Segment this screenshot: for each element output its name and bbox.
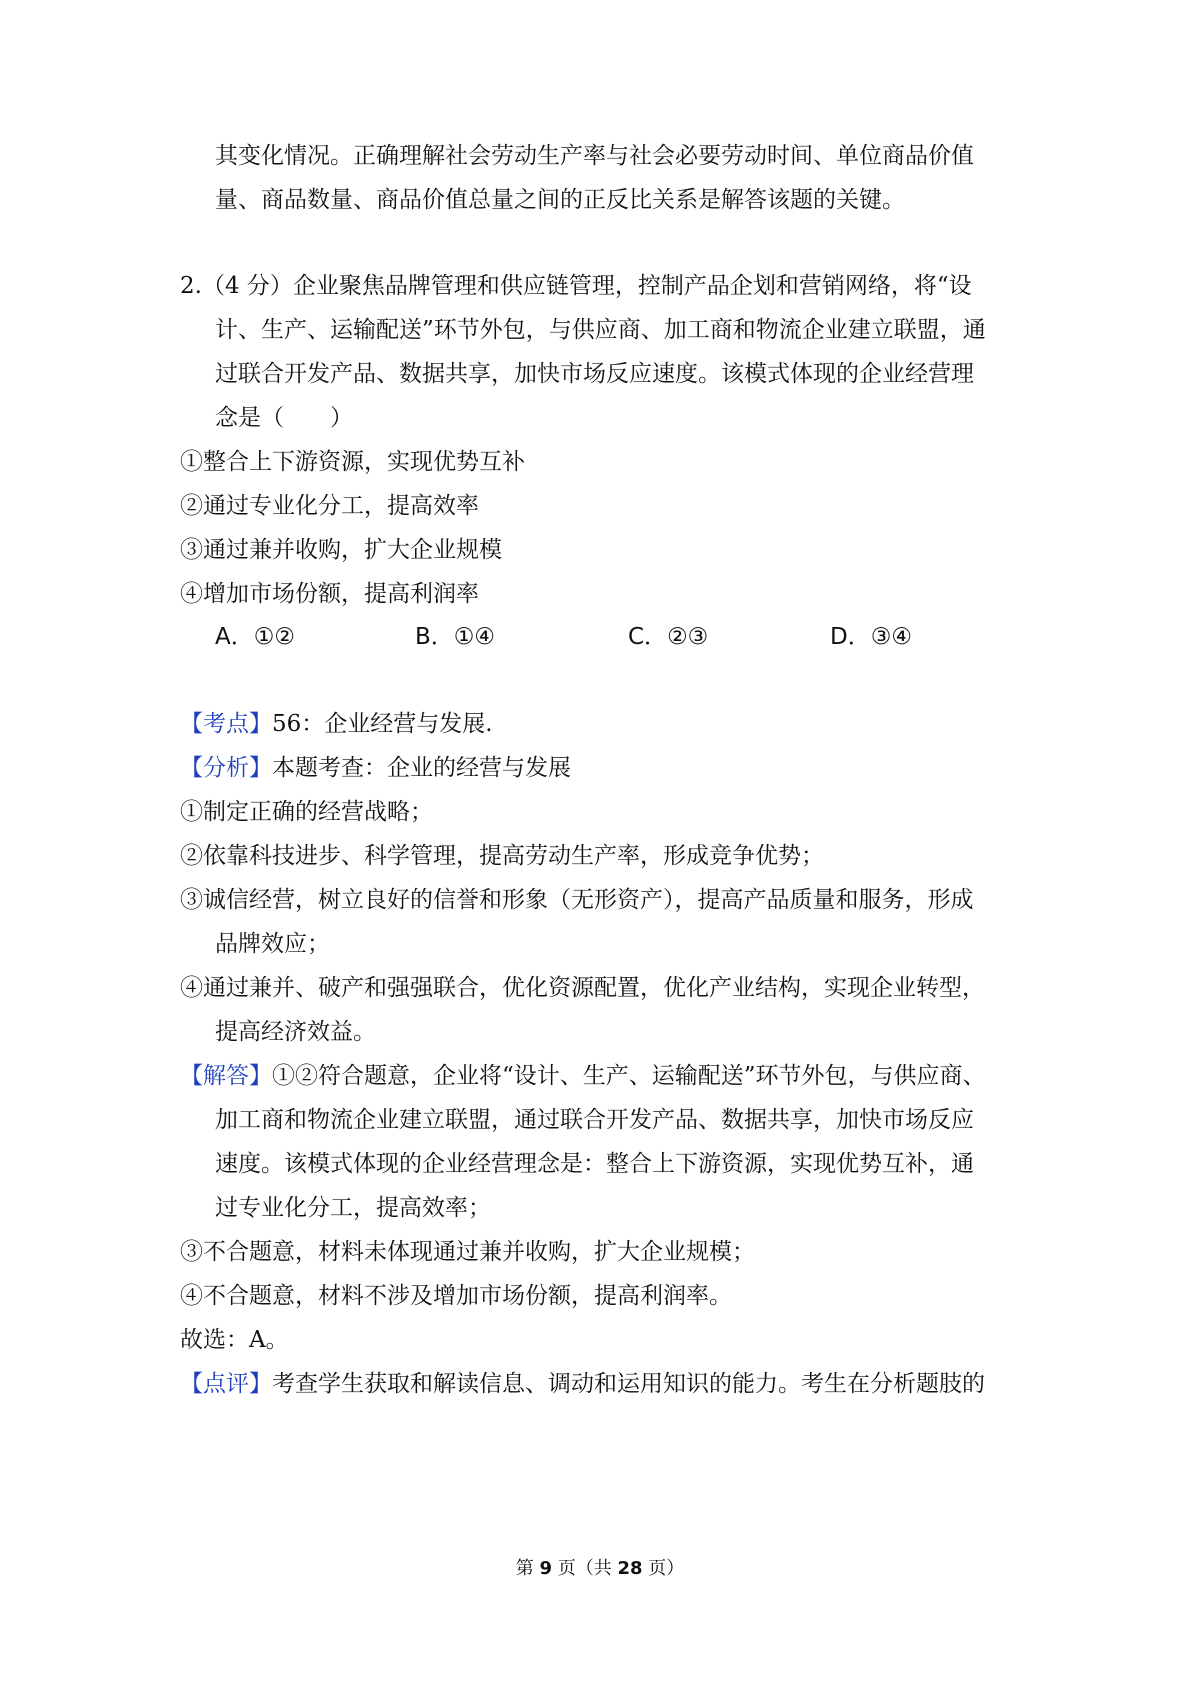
option-value: ①④ bbox=[453, 624, 496, 650]
fenxi-point: ②依靠科技进步、科学管理，提高劳动生产率，形成竞争优势； bbox=[180, 843, 824, 869]
intro-line: 量、商品数量、商品价值总量之间的正反比关系是解答该题的关键。 bbox=[215, 187, 905, 213]
question-item: ①整合上下游资源，实现优势互补 bbox=[180, 449, 525, 475]
dianping-line bbox=[180, 1369, 985, 1399]
footer-suffix: 页） bbox=[648, 1558, 685, 1579]
option-d bbox=[830, 622, 912, 652]
answer-line: 故选：A。 bbox=[180, 1327, 289, 1353]
fenxi-point: ④通过兼并、破产和强强联合，优化资源配置，优化产业结构，实现企业转型， bbox=[180, 975, 985, 1001]
option-letter: B． bbox=[415, 624, 454, 650]
option-letter: C． bbox=[628, 624, 668, 650]
kaodian-line bbox=[180, 709, 493, 739]
kaodian-text: 56：企业经营与发展. bbox=[272, 711, 493, 737]
dianping-tag: 【点评】 bbox=[180, 1371, 272, 1397]
fenxi-tag: 【分析】 bbox=[180, 755, 272, 781]
question-item: ④增加市场份额，提高利润率 bbox=[180, 581, 479, 607]
jieda-line-cont: 加工商和物流企业建立联盟，通过联合开发产品、数据共享，加快市场反应 bbox=[215, 1107, 974, 1133]
question-stem-line: 过联合开发产品、数据共享，加快市场反应速度。该模式体现的企业经营理 bbox=[215, 361, 974, 387]
jieda-line-cont: 过专业化分工，提高效率； bbox=[215, 1195, 491, 1221]
question-stem-line: 计、生产、运输配送”环节外包，与供应商、加工商和物流企业建立联盟，通 bbox=[215, 317, 986, 343]
option-value: ①② bbox=[253, 624, 295, 650]
jieda-line-cont: 速度。该模式体现的企业经营理念是：整合上下游资源，实现优势互补，通 bbox=[215, 1151, 974, 1177]
question-item: ③通过兼并收购，扩大企业规模 bbox=[180, 537, 502, 563]
footer-page-number: 9 bbox=[539, 1558, 552, 1579]
question-stem-line: 2.（4 分）企业聚焦品牌管理和供应链管理，控制产品企划和营销网络，将“设 bbox=[180, 273, 972, 299]
kaodian-tag: 【考点】 bbox=[180, 711, 272, 737]
fenxi-point-cont: 品牌效应； bbox=[215, 931, 330, 957]
option-c bbox=[628, 622, 708, 652]
fenxi-point-cont: 提高经济效益。 bbox=[215, 1019, 376, 1045]
question-stem-line: 念是（ ） bbox=[215, 405, 353, 431]
fenxi-line bbox=[180, 753, 571, 783]
dianping-text: 考查学生获取和解读信息、调动和运用知识的能力。考生在分析题肢的 bbox=[272, 1371, 985, 1397]
fenxi-point: ①制定正确的经营战略； bbox=[180, 799, 433, 825]
intro-line: 其变化情况。正确理解社会劳动生产率与社会必要劳动时间、单位商品价值 bbox=[215, 143, 974, 169]
page-footer bbox=[0, 1557, 1200, 1581]
jieda-text: ①②符合题意，企业将“设计、生产、运输配送”环节外包，与供应商、 bbox=[272, 1063, 986, 1089]
jieda-point: ③不合题意，材料未体现通过兼并收购，扩大企业规模； bbox=[180, 1239, 755, 1265]
jieda-line bbox=[180, 1061, 986, 1091]
option-letter: A． bbox=[215, 624, 254, 650]
footer-prefix: 第 bbox=[515, 1558, 534, 1579]
fenxi-point: ③诚信经营，树立良好的信誉和形象（无形资产），提高产品质量和服务，形成 bbox=[180, 887, 974, 913]
footer-mid: 页（共 bbox=[557, 1558, 612, 1579]
footer-total-pages: 28 bbox=[617, 1558, 643, 1579]
option-letter: D． bbox=[830, 624, 871, 650]
question-item: ②通过专业化分工，提高效率 bbox=[180, 493, 479, 519]
jieda-tag: 【解答】 bbox=[180, 1063, 272, 1089]
option-a bbox=[215, 622, 295, 652]
fenxi-text: 本题考查：企业的经营与发展 bbox=[272, 755, 571, 781]
jieda-point: ④不合题意，材料不涉及增加市场份额，提高利润率。 bbox=[180, 1283, 732, 1309]
option-value: ③④ bbox=[870, 624, 912, 650]
option-value: ②③ bbox=[667, 624, 709, 650]
option-b bbox=[415, 622, 495, 652]
